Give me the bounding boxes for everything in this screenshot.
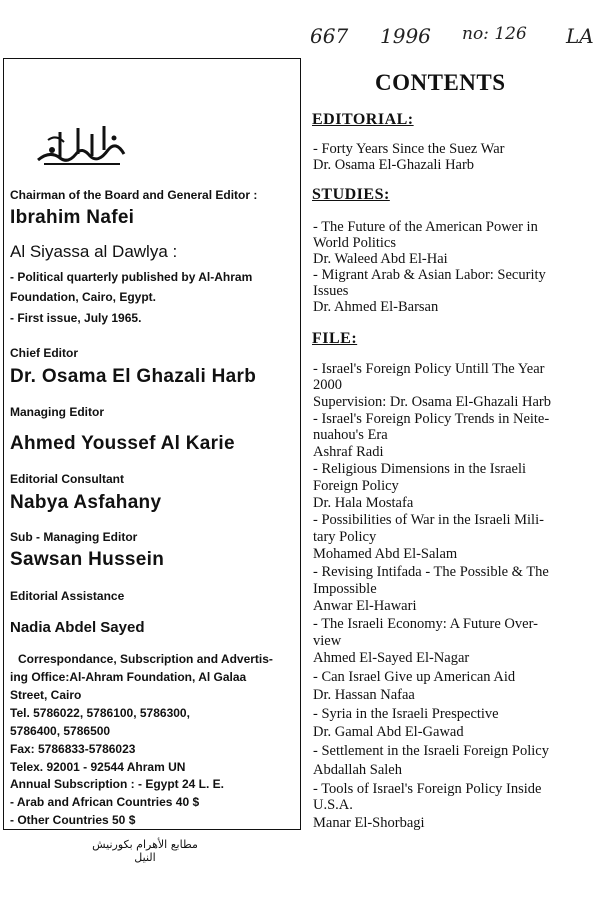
contents-entry: - Revising Intifada - The Possible & The: [313, 564, 549, 580]
contact-line: Annual Subscription : - Egypt 24 L. E.: [10, 777, 225, 791]
contents-entry: Dr. Hassan Nafaa: [313, 687, 415, 703]
contents-entry: Dr. Hala Mostafa: [313, 495, 414, 511]
contents-entry: - Possibilities of War in the Israeli Mili-: [313, 512, 544, 528]
contact-line: Telex. 92001 - 92544 Ahram UN: [10, 760, 186, 774]
publication-line: - Political quarterly published by Al-Ahram: [10, 270, 253, 284]
contact-line: Fax: 5786833-5786023: [10, 742, 136, 756]
contents-entry: - Forty Years Since the Suez War: [313, 141, 505, 157]
handwritten-note-c: no: 126: [462, 24, 527, 44]
consultant-label: Editorial Consultant: [10, 472, 124, 486]
contents-entry: Foreign Policy: [313, 478, 399, 494]
publication-line: - First issue, July 1965.: [10, 311, 142, 325]
contents-entry: U.S.A.: [313, 797, 353, 813]
editorial-assistance-label: Editorial Assistance: [10, 589, 125, 603]
contact-line: Street, Cairo: [10, 688, 82, 702]
handwritten-note-a: 667: [310, 24, 349, 48]
contents-entry: Supervision: Dr. Osama El-Ghazali Harb: [313, 394, 551, 410]
chief-editor-name: Dr. Osama El Ghazali Harb: [10, 366, 257, 387]
chairman-label: Chairman of the Board and General Editor :: [10, 188, 258, 202]
contents-entry: World Politics: [313, 235, 397, 251]
contact-line: Tel. 5786022, 5786100, 5786300,: [10, 706, 190, 720]
consultant-name: Nabya Asfahany: [10, 492, 162, 513]
contents-entry: Dr. Gamal Abd El-Gawad: [313, 724, 464, 740]
contents-entry: - Migrant Arab & Asian Labor: Security: [313, 267, 546, 283]
contents-entry: - Religious Dimensions in the Israeli: [313, 461, 527, 477]
contents-entry: Impossible: [313, 581, 377, 597]
al-ahram-logo: [30, 120, 130, 172]
contents-entry: view: [313, 633, 342, 649]
handwritten-note-d: LA: [566, 24, 594, 48]
chairman-name: Ibrahim Nafei: [10, 207, 135, 228]
section-heading-file: FILE:: [312, 330, 358, 347]
contents-entry: - Can Israel Give up American Aid: [313, 669, 516, 685]
contents-entry: - Israel's Foreign Policy Trends in Neite-: [313, 411, 550, 427]
contents-entry: tary Policy: [313, 529, 377, 545]
contents-entry: Anwar El-Hawari: [313, 598, 417, 614]
contents-title: CONTENTS: [375, 70, 506, 95]
contents-entry: - Settlement in the Israeli Foreign Policy: [313, 743, 549, 759]
managing-editor-label: Managing Editor: [10, 405, 104, 419]
contents-entry: Dr. Osama El-Ghazali Harb: [313, 157, 475, 173]
contact-line: - Arab and African Countries 40 $: [10, 795, 200, 809]
contents-entry: 2000: [313, 377, 342, 393]
contents-entry: Mohamed Abd El-Salam: [313, 546, 458, 562]
contact-line: 5786400, 5786500: [10, 724, 111, 738]
contents-entry: Dr. Waleed Abd El-Hai: [313, 251, 448, 267]
sub-managing-label: Sub - Managing Editor: [10, 530, 138, 544]
contents-entry: Dr. Ahmed El-Barsan: [313, 299, 439, 315]
contents-entry: Manar El-Shorbagi: [313, 815, 425, 831]
journal-name: Al Siyassa al Dawlya :: [10, 242, 178, 261]
contents-entry: Abdallah Saleh: [313, 762, 402, 778]
section-heading-editorial: EDITORIAL:: [312, 111, 414, 128]
contact-line: Correspondance, Subscription and Advertis-: [18, 652, 273, 666]
managing-editor-name: Ahmed Youssef Al Karie: [10, 433, 235, 454]
contents-entry: - Israel's Foreign Policy Untill The Year: [313, 361, 545, 377]
handwritten-note-b: 1996: [380, 24, 431, 48]
contents-entry: - Tools of Israel's Foreign Policy Inside: [313, 781, 542, 797]
contents-entry: Issues: [313, 283, 349, 299]
contents-entry: - The Israeli Economy: A Future Over-: [313, 616, 538, 632]
section-heading-studies: STUDIES:: [312, 186, 390, 203]
printer-imprint: مطابع الأهرام بكورنيش النيل: [92, 838, 198, 864]
contact-line: - Other Countries 50 $: [10, 813, 136, 827]
sub-managing-name: Sawsan Hussein: [10, 549, 165, 570]
editorial-assistance-name: Nadia Abdel Sayed: [10, 619, 145, 636]
contents-entry: Ahmed El-Sayed El-Nagar: [313, 650, 470, 666]
contents-entry: Ashraf Radi: [313, 444, 384, 460]
publication-line: Foundation, Cairo, Egypt.: [10, 290, 156, 304]
contents-entry: - Syria in the Israeli Prespective: [313, 706, 499, 722]
chief-editor-label: Chief Editor: [10, 346, 78, 360]
contents-entry: nuahou's Era: [313, 427, 388, 443]
contents-entry: - The Future of the American Power in: [313, 219, 538, 235]
contact-line: ing Office:Al-Ahram Foundation, Al Galaa: [10, 670, 247, 684]
